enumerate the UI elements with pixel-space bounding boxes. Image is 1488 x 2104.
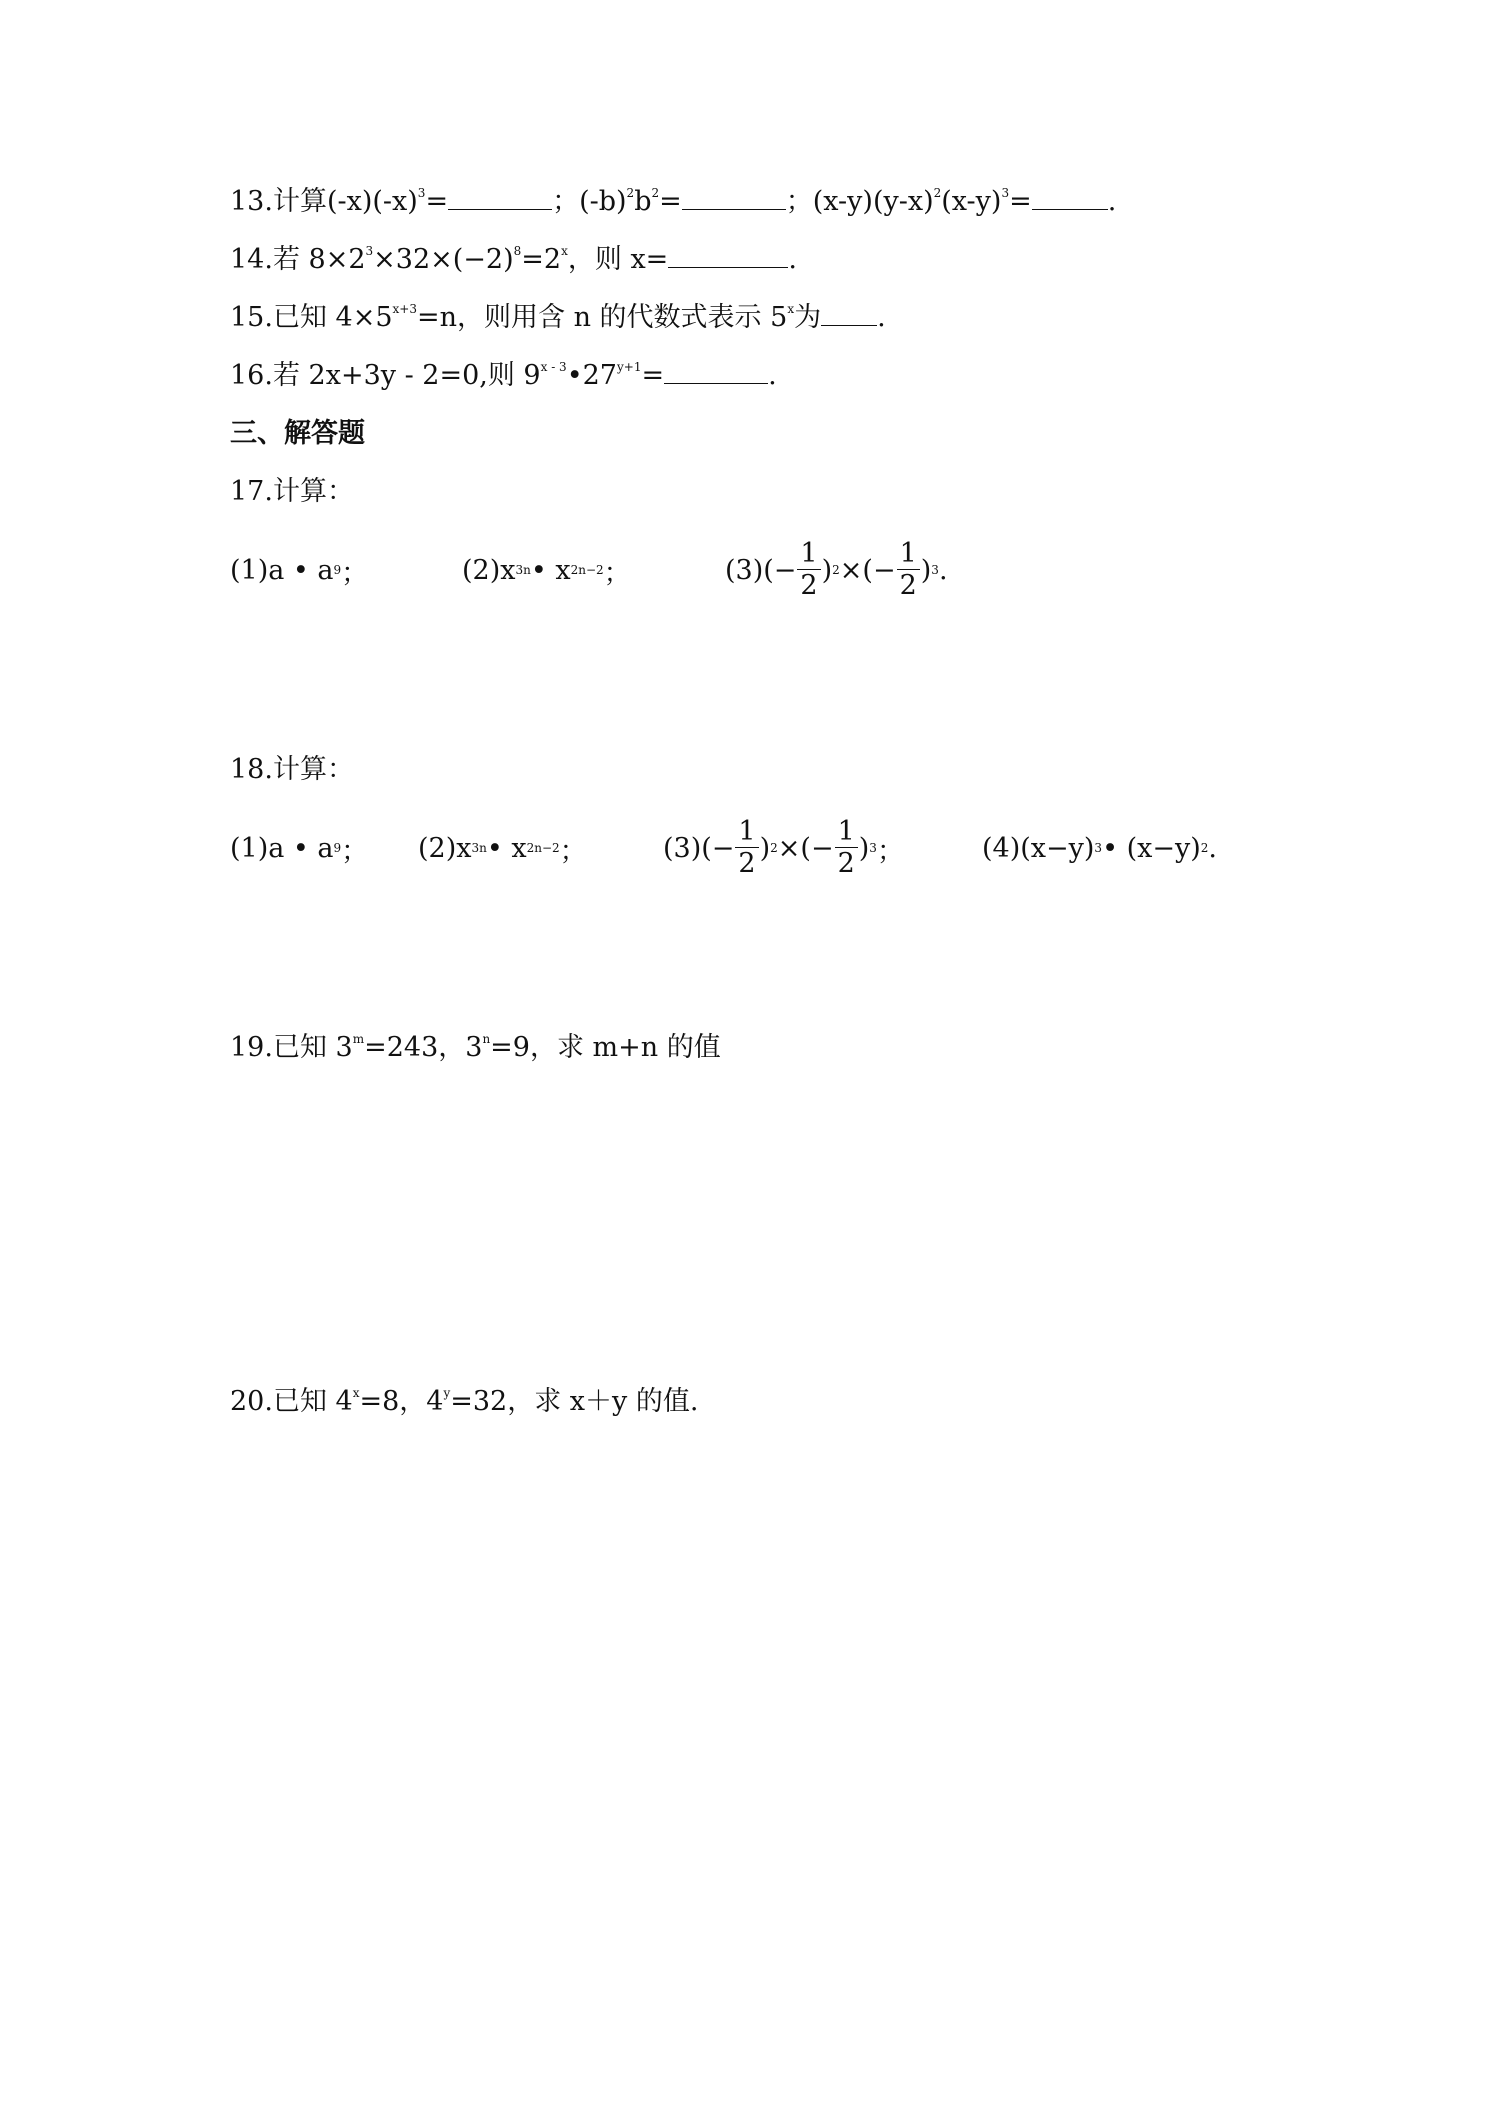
question-text: =9，求 m+n 的值 [490, 1032, 721, 1063]
separator: ； [603, 557, 631, 589]
fraction [797, 539, 820, 602]
question-text: =n，则用含 n 的代数式表示 5 [416, 302, 788, 333]
exponent: x - 3 [540, 360, 567, 374]
exponent: y+1 [617, 360, 642, 374]
separator: ； [785, 186, 813, 217]
math-expression: b [634, 186, 652, 217]
math-expression: (-b) [579, 186, 627, 217]
exponent: 3 [365, 244, 374, 258]
question-number: 15. [230, 302, 273, 333]
part-4: (4)(x−y) 3 • (x−y) 2 . [982, 832, 1217, 864]
part-label: (3)(− [725, 554, 797, 586]
numerator: 1 [735, 817, 758, 848]
part-label: (4)(x−y) [982, 832, 1095, 864]
question-text: 计算 [272, 186, 327, 217]
period: . [788, 244, 797, 275]
separator: ； [559, 835, 587, 867]
denominator: 2 [899, 569, 917, 601]
question-number: 16. [230, 360, 273, 391]
part-1: (1)a • a 9 ； [230, 808, 368, 888]
fraction [897, 539, 920, 602]
question-19 [230, 1030, 721, 1066]
exponent: x+3 [392, 302, 417, 316]
numerator: 1 [897, 539, 920, 570]
question-text: = [641, 360, 665, 391]
math-expression: ×(− [839, 554, 896, 586]
separator: ； [341, 557, 369, 589]
period: . [938, 554, 948, 586]
exponent: y [443, 1386, 451, 1400]
exponent: 2 [933, 186, 942, 200]
answer-blank[interactable] [682, 185, 786, 210]
exponent: m [352, 1032, 365, 1046]
part-label: (1)a • a [230, 554, 334, 586]
part-label: (1)a • a [230, 832, 334, 864]
part-label: (2)x [418, 832, 472, 864]
question-number: 13. [230, 186, 273, 217]
part-1: (1)a • a 9 ； [230, 530, 368, 610]
answer-blank[interactable] [664, 359, 768, 384]
math-expression: • x [486, 832, 527, 864]
answer-blank[interactable] [668, 243, 788, 268]
separator: ； [552, 186, 580, 217]
question-text: 19.已知 3 [230, 1032, 353, 1063]
answer-blank[interactable] [448, 185, 552, 210]
period: . [877, 302, 886, 333]
denominator: 2 [837, 847, 855, 879]
numerator: 1 [835, 817, 858, 848]
question-18-heading: 18.计算： [230, 754, 354, 785]
math-expression: • (x−y) [1102, 832, 1201, 864]
math-expression: (x-y) [941, 186, 1002, 217]
separator: ； [341, 835, 369, 867]
math-expression: • x [530, 554, 571, 586]
question-text: ，则 x= [567, 244, 669, 275]
question-14 [230, 242, 797, 278]
paren: ) [759, 832, 771, 864]
exponent: 2 [626, 186, 635, 200]
numerator: 1 [797, 539, 820, 570]
question-20 [230, 1384, 698, 1420]
exponent: x [787, 302, 795, 316]
denominator: 2 [738, 847, 756, 879]
answer-blank[interactable] [821, 301, 877, 326]
question-13 [230, 184, 1116, 220]
math-expression: ×(− [777, 832, 834, 864]
math-expression: (x-y)(y-x) [812, 186, 934, 217]
fraction [835, 817, 858, 880]
question-15 [230, 300, 886, 336]
question-text: 已知 4×5 [272, 302, 393, 333]
question-number: 14. [230, 244, 273, 275]
question-text: 若 2x+3y - 2=0,则 9 [272, 360, 541, 391]
section-title: 三、解答题 [230, 418, 365, 449]
question-text: 20.已知 4 [230, 1386, 353, 1417]
paren: ) [858, 832, 870, 864]
part-label: (3)(− [663, 832, 735, 864]
question-text: =243，3 [364, 1032, 483, 1063]
period: . [1208, 832, 1217, 864]
equals-sign: = [659, 186, 682, 217]
part-label: (2)x [462, 554, 516, 586]
exponent: n [482, 1032, 491, 1046]
exponent: 3 [1001, 186, 1010, 200]
equals-sign: = [425, 186, 449, 217]
exponent: x [561, 244, 568, 258]
period: . [768, 360, 777, 391]
question-text: =8，4 [359, 1386, 444, 1417]
separator: ； [876, 835, 904, 867]
part-3: (3)(− $\frac{1}{2}$ ) 2 ×(− $\frac{1}{2}$ ) 3 . [725, 537, 948, 601]
math-expression: (-x)(-x) [326, 186, 418, 217]
part-2: (2)x 3n • x 2n−2 ； [462, 530, 631, 610]
exponent: 8 [513, 244, 522, 258]
part-3: (3)(− $\frac{1}{2}$ ) 2 ×(− $\frac{1}{2}$ ) 3 ； [663, 815, 904, 879]
question-text: =2 [521, 244, 562, 275]
part-2: (2)x 3n • x 2n−2 ； [418, 808, 587, 888]
question-17-parts [230, 530, 1330, 610]
question-text: 若 8×2 [272, 244, 366, 275]
question-text: =32，求 x＋y 的值. [450, 1386, 699, 1417]
exponent: x [352, 1386, 360, 1400]
answer-blank[interactable] [1032, 185, 1108, 210]
question-17-heading: 17.计算： [230, 476, 354, 507]
question-18-parts [230, 808, 1330, 888]
period: . [1107, 186, 1117, 217]
fraction [735, 817, 758, 880]
question-16 [230, 358, 777, 394]
exponent: 2 [651, 186, 660, 200]
equals-sign: = [1009, 186, 1032, 217]
paren: ) [920, 554, 932, 586]
denominator: 2 [800, 569, 818, 601]
question-text: 为 [794, 302, 822, 333]
exponent: 3 [417, 186, 426, 200]
paren: ) [821, 554, 833, 586]
question-text: •27 [566, 360, 617, 391]
question-text: ×32×(−2) [373, 244, 514, 275]
